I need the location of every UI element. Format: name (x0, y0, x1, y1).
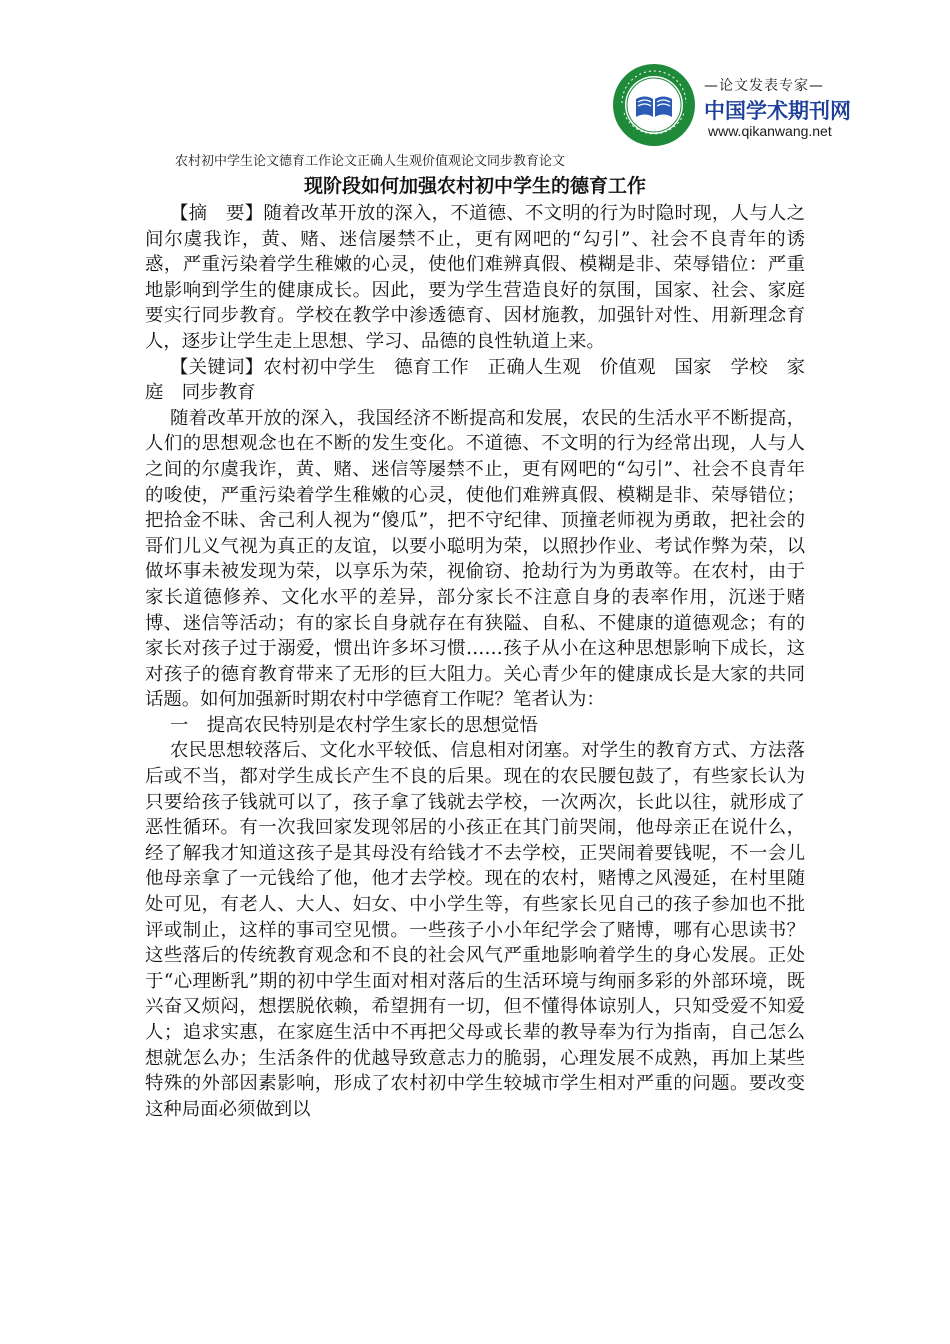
logo-tagline: —论文发表专家— (704, 78, 824, 94)
body-paragraph: 随着改革开放的深入，我国经济不断提高和发展，农民的生活水平不断提高，人们的思想观念也在不断的发生变化。不道德、不文明的行为经常出现，人与人之间的尔虞我诈，黄、赌、迷信等屡禁不止，更有网吧的“勾引”、社会不良青年的唆使，严重污染着学生稚嫩的心灵，使他们难辨真假、模糊是非、荣辱错位；把拾金不昧、舍己利人视为“傻瓜”，把不守纪律、顶撞老师视为勇敢，把社会的哥们儿义气视为真正的友谊，以要小聪明为荣，以照抄作业、考试作弊为荣，以做坏事未被发现为荣，以享乐为荣，视偷窃、抢劫行为为勇敢等。在农村，由于家长道德修养、文化水平的差异，部分家长不注意自身的表率作用，沉迷于赌博、迷信等活动；有的家长自身就存在有狭隘、自私、不健康的道德观念；有的家长对孩子过于溺爱，惯出许多坏习惯……孩子从小在这种思想影响下成长，这对孩子的德育教育带来了无形的巨大阻力。关心青少年的健康成长是大家的共同话题。如何加强新时期农村中学德育工作呢？笔者认为： (145, 407, 805, 711)
publisher-logo (612, 63, 851, 151)
section-heading: 一 提高农民特别是农村学生家长的思想觉悟 (170, 714, 538, 736)
abstract-paragraph: 【摘 要】随着改革开放的深入，不道德、不文明的行为时隐时现，人与人之间尔虞我诈，黄、赌、迷信屡禁不止，更有网吧的“勾引”、社会不良青年的诱惑，严重污染着学生稚嫩的心灵，使他们难辨真假、模糊是非、荣辱错位：严重地影响到学生的健康成长。因此，要为学生营造良好的氛围，国家、社会、家庭要实行同步教育。学校在教学中渗透德育、因材施教，加强针对性、用新理念育人，逐步让学生走上思想、学习、品德的良性轨道上来。 (145, 203, 805, 352)
seal-icon (612, 63, 696, 147)
body-paragraph: 农民思想较落后、文化水平较低、信息相对闭塞。对学生的教育方式、方法落后或不当，都对学生成长产生不良的后果。现在的农民腰包鼓了，有些家长认为只要给孩子钱就可以了，孩子拿了钱就去学校，一次两次，长此以往，就形成了恶性循环。有一次我回家发现邻居的小孩正在其门前哭闹，他母亲正在说什么，经了解我才知道这孩子是其母没有给钱才不去学校，正哭闹着要钱呢，不一会儿他母亲拿了一元钱给了他，他才去学校。现在的农村，赌博之风漫延，在村里随处可见，有老人、大人、妇女、中小学生等，有些家长见自己的孩子参加也不批评或制止，这样的事司空见惯。一些孩子小小年纪学会了赌博，哪有心思读书？这些落后的传统教育观念和不良的社会风气严重地影响着学生的身心发展。正处于“心理断乳”期的初中学生面对相对落后的生活环境与绚丽多彩的外部环境，既兴奋又烦闷，想摆脱依赖，希望拥有一切，但不懂得体谅别人，只知受爱不知爱人；追求实惠，在家庭生活中不再把父母或长辈的教导奉为行为指南，自己怎么想就怎么办；生活条件的优越导致意志力的脆弱，心理发展不成熟，再加上某些特殊的外部因素影响，形成了农村初中学生较城市学生相对严重的问题。要改变这种局面必须做到以 (145, 740, 805, 1120)
running-header: 农村初中学生论文德育工作论文正确人生观价值观论文同步教育论文 (175, 154, 566, 169)
keywords-paragraph: 【关键词】农村初中学生 德育工作 正确人生观 价值观 国家 学校 家庭 同步教育 (145, 356, 805, 404)
logo-name: 中国学术期刊网 (704, 99, 851, 123)
document-body (145, 201, 805, 1122)
logo-url: www.qikanwang.net (708, 123, 832, 139)
document-title: 现阶段如何加强农村初中学生的德育工作 (303, 175, 646, 197)
